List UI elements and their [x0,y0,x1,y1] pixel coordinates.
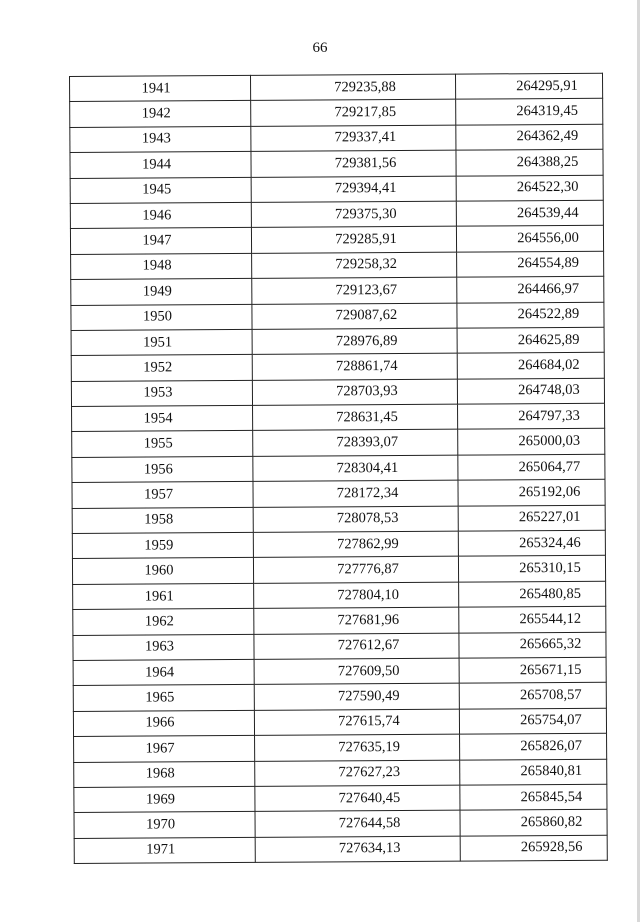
table-row [72,454,605,483]
table-row [72,429,605,458]
year-cell: 1956 [72,456,253,482]
table-row [71,353,604,382]
year-cell: 1970 [74,812,255,838]
table-row [72,479,605,508]
table-row [74,784,607,813]
value-2-cell: 265860,82 [460,810,607,836]
value-2-cell: 264748,03 [457,378,604,404]
table-row [70,99,603,128]
table-row [73,683,606,712]
year-cell: 1971 [74,837,255,863]
table-row [74,759,607,788]
year-cell: 1953 [71,380,252,406]
value-1-cell: 729381,56 [251,150,456,177]
value-1-cell: 727612,67 [254,633,459,660]
year-cell: 1958 [72,507,253,533]
year-cell: 1966 [73,710,254,736]
value-2-cell: 264522,89 [457,302,604,328]
value-1-cell: 727635,19 [255,734,460,761]
table-row [72,556,605,585]
value-2-cell: 265000,03 [458,429,605,455]
table-row [71,302,604,331]
year-cell: 1941 [70,75,251,101]
value-2-cell: 265064,77 [458,454,605,480]
value-2-cell: 264684,02 [457,353,604,379]
value-2-cell: 265754,07 [459,708,606,734]
value-2-cell: 265192,06 [458,479,605,505]
year-cell: 1967 [74,736,255,762]
value-1-cell: 727862,99 [253,531,458,558]
value-2-cell: 264522,30 [456,175,603,201]
table-row [70,73,603,102]
year-cell: 1943 [70,126,251,152]
value-2-cell: 265671,15 [459,657,606,683]
value-2-cell: 264554,89 [457,251,604,277]
value-1-cell: 727644,58 [255,810,460,837]
table-row [74,810,607,839]
value-1-cell: 727615,74 [254,709,459,736]
year-cell: 1964 [73,659,254,685]
value-1-cell: 729375,30 [251,201,456,228]
value-1-cell: 728393,07 [253,430,458,457]
year-cell: 1960 [72,558,253,584]
value-1-cell: 727609,50 [254,658,459,685]
year-cell: 1944 [70,152,251,178]
value-1-cell: 729123,67 [252,277,457,304]
year-cell: 1949 [71,279,252,305]
table-row [71,327,604,356]
value-1-cell: 727804,10 [254,582,459,609]
value-1-cell: 729087,62 [252,303,457,330]
year-cell: 1954 [72,405,253,431]
value-1-cell: 728976,89 [252,328,457,355]
value-2-cell: 264362,49 [456,124,603,150]
table-body [70,73,608,863]
year-cell: 1950 [71,304,252,330]
value-1-cell: 729337,41 [251,125,456,152]
value-1-cell: 728304,41 [253,455,458,482]
value-2-cell: 264625,89 [457,327,604,353]
year-cell: 1962 [73,609,254,635]
table-row [72,530,605,559]
year-cell: 1947 [70,228,251,254]
value-1-cell: 729394,41 [251,176,456,203]
value-2-cell: 265324,46 [458,530,605,556]
year-cell: 1965 [73,685,254,711]
value-2-cell: 264295,91 [455,73,602,99]
value-2-cell: 264466,97 [457,276,604,302]
table-row [73,657,606,686]
value-2-cell: 265845,54 [460,784,607,810]
value-2-cell: 265227,01 [458,505,605,531]
value-1-cell: 727640,45 [255,785,460,812]
year-cell: 1957 [72,482,253,508]
value-1-cell: 728703,93 [252,379,457,406]
year-cell: 1945 [70,177,251,203]
year-cell: 1959 [72,532,253,558]
value-1-cell: 729258,32 [252,252,457,279]
value-2-cell: 265826,07 [460,733,607,759]
value-1-cell: 728631,45 [253,404,458,431]
value-2-cell: 265310,15 [458,556,605,582]
value-2-cell: 265840,81 [460,759,607,785]
table-row [73,708,606,737]
value-1-cell: 727776,87 [253,557,458,584]
table-row [73,632,606,661]
value-2-cell: 264556,00 [456,226,603,252]
value-2-cell: 265480,85 [459,581,606,607]
year-cell: 1951 [71,329,252,355]
year-cell: 1969 [74,786,255,812]
value-1-cell: 728172,34 [253,480,458,507]
value-2-cell: 265708,57 [459,683,606,709]
year-cell: 1955 [72,431,253,457]
value-1-cell: 728861,74 [252,353,457,380]
value-2-cell: 265544,12 [459,606,606,632]
table-row [73,606,606,635]
table-row [70,200,603,229]
table-row [72,403,605,432]
value-1-cell: 727681,96 [254,607,459,634]
year-cell: 1963 [73,634,254,660]
value-2-cell: 264319,45 [456,99,603,125]
table-row [70,149,603,178]
table-row [70,124,603,153]
page-number: 66 [312,40,328,56]
value-1-cell: 727590,49 [254,684,459,711]
table-row [70,226,603,255]
table-row [72,505,605,534]
value-2-cell: 265665,32 [459,632,606,658]
value-1-cell: 727634,13 [255,836,460,863]
value-2-cell: 265928,56 [460,835,607,861]
value-2-cell: 264797,33 [458,403,605,429]
table-row [73,581,606,610]
table-row [70,175,603,204]
value-1-cell: 727627,23 [255,760,460,787]
data-table [69,73,608,864]
year-cell: 1948 [71,253,252,279]
value-1-cell: 729217,85 [251,100,456,127]
value-1-cell: 728078,53 [253,506,458,533]
table-row [71,276,604,305]
value-2-cell: 264539,44 [456,200,603,226]
value-1-cell: 729235,88 [250,74,455,101]
table-row [71,378,604,407]
table-row [71,251,604,280]
year-cell: 1942 [70,101,251,127]
value-1-cell: 729285,91 [251,226,456,253]
year-cell: 1961 [73,583,254,609]
year-cell: 1952 [71,355,252,381]
year-cell: 1968 [74,761,255,787]
value-2-cell: 264388,25 [456,149,603,175]
year-cell: 1946 [70,202,251,228]
table-row [74,733,607,762]
table-row [74,835,607,864]
